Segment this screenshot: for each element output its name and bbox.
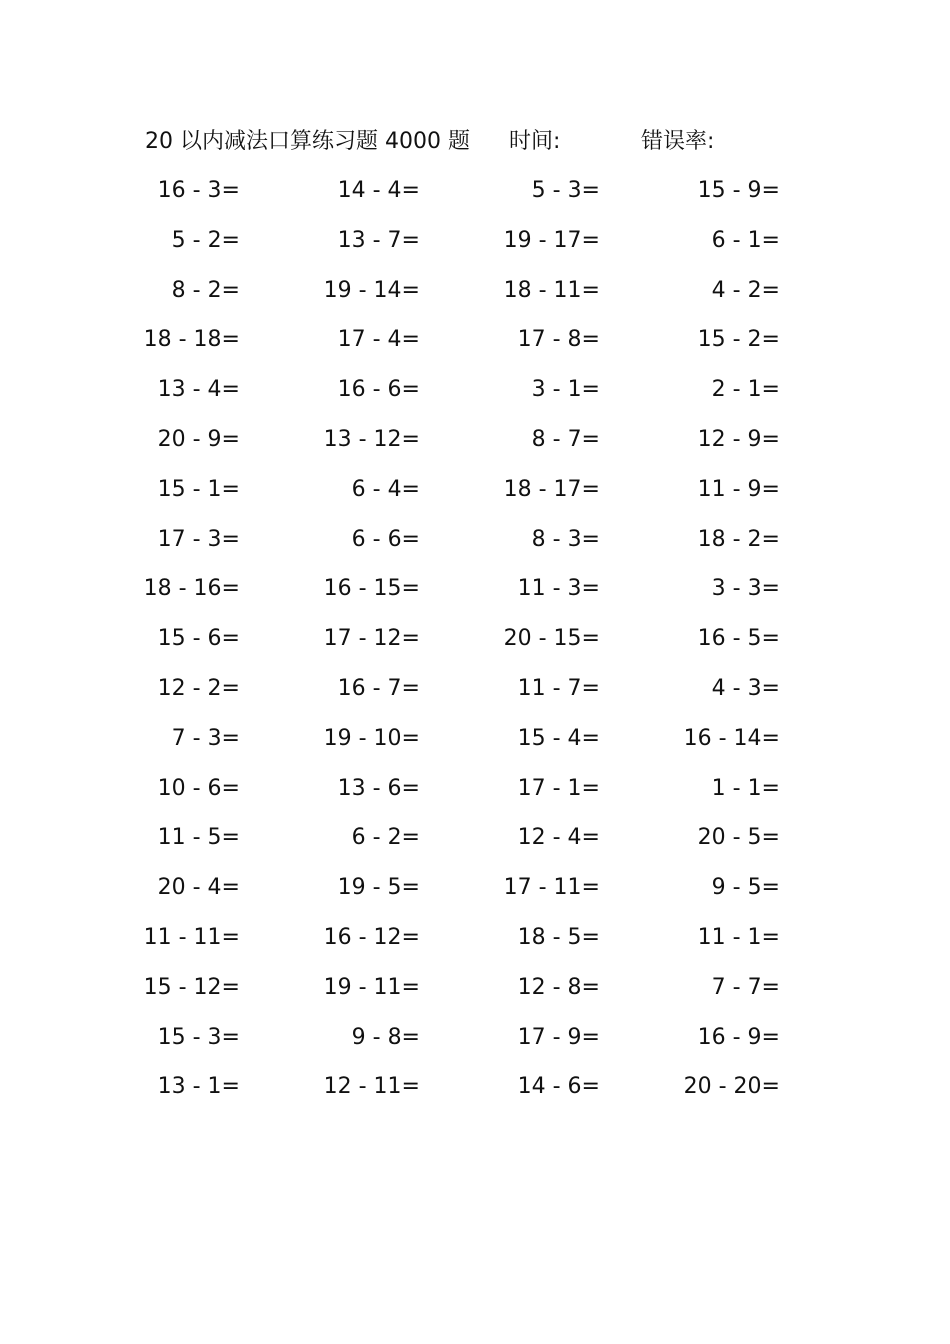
subtraction-problem: 18 - 17=: [503, 476, 600, 502]
subtraction-problem: 2 - 1=: [711, 377, 780, 403]
problem-cell: [110, 619, 240, 659]
problem-row: [0, 320, 950, 360]
problem-cell: [290, 818, 420, 858]
subtraction-problem: 16 - 12=: [323, 925, 420, 950]
problem-cell: [470, 569, 600, 609]
problem-cell: [110, 221, 240, 261]
problem-cell: [110, 569, 240, 609]
problem-cell: [470, 370, 600, 410]
subtraction-problem: 12 - 8=: [517, 974, 600, 1000]
problem-cell: [110, 470, 240, 510]
time-label: 时间:: [509, 129, 561, 154]
problem-row: [0, 420, 950, 460]
subtraction-problem: 11 - 5=: [157, 825, 240, 851]
problem-cell: [650, 520, 780, 560]
subtraction-problem: 6 - 2=: [351, 825, 420, 851]
subtraction-problem: 1 - 1=: [711, 775, 780, 801]
problem-cell: [290, 719, 420, 759]
problem-cell: [290, 470, 420, 510]
problem-cell: [290, 420, 420, 460]
problem-cell: [470, 769, 600, 809]
problem-cell: [470, 271, 600, 311]
subtraction-problem: 19 - 11=: [323, 974, 420, 1000]
problem-cell: [290, 221, 420, 261]
subtraction-problem: 6 - 1=: [711, 227, 780, 253]
problem-row: [0, 520, 950, 560]
problem-cell: [290, 1067, 420, 1107]
subtraction-problem: 18 - 16=: [143, 576, 240, 602]
subtraction-problem: 17 - 1=: [517, 775, 600, 801]
problem-cell: [470, 868, 600, 908]
problem-cell: [650, 968, 780, 1008]
subtraction-problem: 13 - 7=: [337, 227, 420, 253]
subtraction-problem: 20 - 20=: [683, 1074, 780, 1100]
subtraction-problem: 17 - 11=: [503, 875, 600, 901]
problem-cell: [650, 818, 780, 858]
problem-cell: [650, 271, 780, 311]
problem-cell: [650, 1067, 780, 1107]
problem-cell: [470, 171, 600, 211]
problem-row: [0, 918, 950, 958]
problem-cell: [290, 968, 420, 1008]
problem-cell: [110, 968, 240, 1008]
problem-cell: [290, 320, 420, 360]
problem-cell: [110, 320, 240, 360]
subtraction-problem: 16 - 15=: [323, 576, 420, 602]
subtraction-problem: 19 - 5=: [337, 875, 420, 901]
subtraction-problem: 20 - 5=: [697, 825, 780, 851]
subtraction-problem: 15 - 1=: [157, 476, 240, 502]
problem-cell: [470, 520, 600, 560]
problem-cell: [650, 669, 780, 709]
subtraction-problem: 6 - 4=: [351, 476, 420, 502]
problem-cell: [470, 669, 600, 709]
problem-cell: [110, 918, 240, 958]
problem-cell: [110, 1067, 240, 1107]
problem-cell: [290, 171, 420, 211]
problem-row: [0, 1067, 950, 1107]
subtraction-problem: 5 - 3=: [531, 178, 600, 203]
subtraction-problem: 19 - 14=: [323, 277, 420, 303]
subtraction-problem: 16 - 9=: [697, 1024, 780, 1050]
subtraction-problem: 15 - 3=: [157, 1024, 240, 1050]
problem-cell: [110, 818, 240, 858]
problem-row: [0, 818, 950, 858]
subtraction-problem: 16 - 7=: [337, 676, 420, 701]
problem-cell: [290, 569, 420, 609]
worksheet-title: 20 以内减法口算练习题 4000 题: [145, 129, 470, 154]
subtraction-problem: 8 - 3=: [531, 526, 600, 552]
problem-cell: [650, 1018, 780, 1058]
problem-cell: [290, 271, 420, 311]
problem-cell: [650, 569, 780, 609]
subtraction-problem: 11 - 3=: [517, 576, 600, 602]
subtraction-problem: 18 - 2=: [697, 526, 780, 552]
problem-cell: [470, 918, 600, 958]
problem-cell: [290, 918, 420, 958]
problem-cell: [470, 619, 600, 659]
subtraction-problem: 3 - 1=: [531, 377, 600, 403]
subtraction-problem: 14 - 6=: [517, 1074, 600, 1100]
subtraction-problem: 19 - 10=: [323, 725, 420, 751]
problem-row: [0, 370, 950, 410]
problem-cell: [650, 171, 780, 211]
problem-cell: [650, 918, 780, 958]
subtraction-problem: 7 - 3=: [171, 725, 240, 751]
problem-cell: [290, 769, 420, 809]
problem-cell: [470, 221, 600, 261]
subtraction-problem: 16 - 5=: [697, 626, 780, 652]
problem-cell: [110, 719, 240, 759]
problem-cell: [290, 868, 420, 908]
subtraction-problem: 10 - 6=: [157, 775, 240, 801]
subtraction-problem: 16 - 6=: [337, 377, 420, 403]
subtraction-problem: 3 - 3=: [711, 576, 780, 602]
subtraction-problem: 13 - 6=: [337, 775, 420, 801]
subtraction-problem: 12 - 11=: [323, 1074, 420, 1100]
problem-cell: [650, 370, 780, 410]
subtraction-problem: 11 - 1=: [697, 925, 780, 950]
subtraction-problem: 11 - 11=: [143, 925, 240, 950]
problem-cell: [110, 868, 240, 908]
problem-cell: [650, 420, 780, 460]
subtraction-problem: 15 - 2=: [697, 327, 780, 353]
problem-cell: [110, 769, 240, 809]
problem-cell: [110, 420, 240, 460]
subtraction-problem: 7 - 7=: [711, 974, 780, 1000]
problem-cell: [110, 171, 240, 211]
problem-row: [0, 470, 950, 510]
problem-cell: [290, 669, 420, 709]
subtraction-problem: 9 - 5=: [711, 875, 780, 901]
subtraction-problem: 8 - 2=: [171, 277, 240, 303]
problem-cell: [290, 370, 420, 410]
problem-cell: [110, 370, 240, 410]
problem-row: [0, 271, 950, 311]
problem-cell: [470, 968, 600, 1008]
subtraction-problem: 6 - 6=: [351, 526, 420, 552]
subtraction-problem: 8 - 7=: [531, 427, 600, 452]
subtraction-problem: 15 - 12=: [143, 974, 240, 1000]
problem-cell: [650, 868, 780, 908]
subtraction-problem: 18 - 11=: [503, 277, 600, 303]
subtraction-problem: 13 - 4=: [157, 377, 240, 403]
problem-cell: [650, 470, 780, 510]
subtraction-problem: 14 - 4=: [337, 178, 420, 203]
subtraction-problem: 17 - 12=: [323, 626, 420, 652]
problem-row: [0, 1018, 950, 1058]
problem-row: [0, 171, 950, 211]
subtraction-problem: 11 - 9=: [697, 476, 780, 502]
subtraction-problem: 20 - 15=: [503, 626, 600, 652]
subtraction-problem: 19 - 17=: [503, 227, 600, 253]
problem-cell: [470, 470, 600, 510]
problem-cell: [290, 520, 420, 560]
subtraction-problem: 18 - 18=: [143, 327, 240, 353]
subtraction-problem: 16 - 14=: [683, 725, 780, 751]
problem-row: [0, 719, 950, 759]
subtraction-problem: 17 - 4=: [337, 327, 420, 353]
problem-cell: [470, 818, 600, 858]
subtraction-problem: 12 - 4=: [517, 825, 600, 851]
subtraction-problem: 13 - 12=: [323, 427, 420, 452]
subtraction-problem: 17 - 3=: [157, 526, 240, 552]
subtraction-problem: 4 - 2=: [711, 277, 780, 303]
problem-row: [0, 669, 950, 709]
problem-row: [0, 769, 950, 809]
subtraction-problem: 11 - 7=: [517, 676, 600, 701]
subtraction-problem: 17 - 8=: [517, 327, 600, 353]
problem-row: [0, 968, 950, 1008]
problem-cell: [650, 320, 780, 360]
problem-cell: [290, 1018, 420, 1058]
subtraction-problem: 5 - 2=: [171, 227, 240, 253]
subtraction-problem: 17 - 9=: [517, 1024, 600, 1050]
problem-cell: [470, 420, 600, 460]
problem-cell: [470, 320, 600, 360]
problem-cell: [470, 719, 600, 759]
subtraction-problem: 15 - 9=: [697, 178, 780, 203]
subtraction-problem: 15 - 4=: [517, 725, 600, 751]
subtraction-problem: 20 - 9=: [157, 427, 240, 452]
problem-cell: [650, 769, 780, 809]
subtraction-problem: 13 - 1=: [157, 1074, 240, 1100]
subtraction-problem: 12 - 2=: [157, 676, 240, 701]
subtraction-problem: 15 - 6=: [157, 626, 240, 652]
subtraction-problem: 12 - 9=: [697, 427, 780, 452]
subtraction-problem: 20 - 4=: [157, 875, 240, 901]
problem-cell: [650, 619, 780, 659]
error-rate-label: 错误率:: [641, 129, 715, 154]
problem-row: [0, 619, 950, 659]
subtraction-problem: 18 - 5=: [517, 925, 600, 950]
problem-cell: [650, 221, 780, 261]
problem-cell: [110, 271, 240, 311]
problem-row: [0, 569, 950, 609]
problem-cell: [470, 1018, 600, 1058]
problem-row: [0, 221, 950, 261]
problem-row: [0, 868, 950, 908]
problem-cell: [650, 719, 780, 759]
problem-cell: [290, 619, 420, 659]
subtraction-problem: 9 - 8=: [351, 1024, 420, 1050]
subtraction-problem: 4 - 3=: [711, 676, 780, 701]
problem-cell: [110, 1018, 240, 1058]
problem-cell: [110, 520, 240, 560]
problem-cell: [470, 1067, 600, 1107]
subtraction-problem: 16 - 3=: [157, 178, 240, 203]
problem-cell: [110, 669, 240, 709]
